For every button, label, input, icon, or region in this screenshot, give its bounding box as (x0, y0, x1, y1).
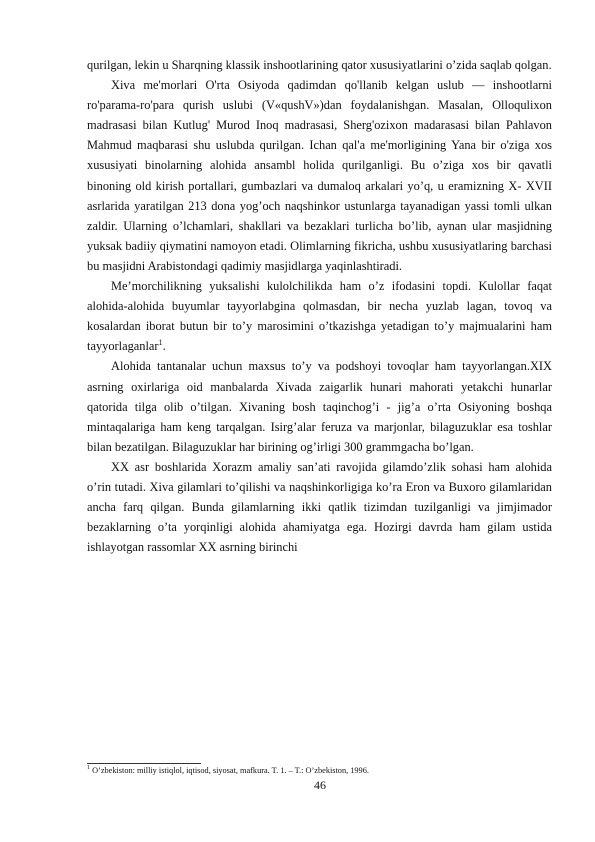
paragraph-5 (87, 457, 552, 557)
paragraph-3-text: Me’morchilikning yuksalishi kulolchilikda ham o’z ifodasini topdi. Kulollar faqat alohida-alohida buyumlar tayyorlabgina qolmasdan, bir necha yuzlab lagan, tovoq va kosalardan iborat butun bir to’y marosimini o’tkazishga yetadigan to’y majmualarini ham tayyorlaganlar (87, 279, 552, 354)
paragraph-1 (87, 55, 552, 75)
footnote-text: O’zbekiston: milliy istiqlol, iqtisod, siyosat, mafkura. T. 1. – T.: O’zbekiston, 1996. (90, 766, 369, 775)
footnote-reference[interactable]: 1 (158, 338, 163, 348)
footnote-mark: 1 (87, 765, 90, 772)
paragraph-4-text: Alohida tantanalar uchun maxsus to’y va podshoyi tovoqlar ham tayyorlangan.XIX asrning oxirlariga oid manbalarda Xivada zaigarlik hunari mahorati yetakchi hunarlar qatorida tilga olib o’tilgan. Xivaning bosh taqinchog’i - jig’a o’rta Osiyoning boshqa mintaqalariga ham keng tarqalgan. Isirg’alar feruza va marjonlar, bilaguzuklar esa toshlar bilan bezatilgan. Bilaguzuklar har birining og’irligi 300 grammgacha bo’lgan. (87, 359, 552, 454)
body-text (87, 55, 552, 557)
paragraph-2 (87, 75, 552, 276)
paragraph-3-tail: . (162, 339, 166, 354)
footnote-separator (87, 763, 201, 764)
paragraph-4 (87, 356, 552, 456)
page-number: 46 (314, 778, 326, 792)
paragraph-2-text: Xiva me'morlari O'rta Osiyoda qadimdan qo'llanib kelgan uslub — inshootlarni ro'parama-ro'para qurish uslubi (V«qushV»)dan foydalanishgan. Masalan, Olloqulixon madrasasi bilan Kutlug' Murod Inoq madrasasi, Sherg'ozixon madarasasi bilan Pahlavon Mahmud maqbarasi shu uslubda qurilgan. Ichan qal'a me'morligining Yana bir o'ziga xos xususiyati binolarning alohida ansambl holida qurilganligi. Bu o’ziga xos bir qavatli binoning old kirish portallari, gumbazlari va dumaloq arkalari yo’q, u eramizning X- XVII asrlarida yaratilgan 213 dona yog’och naqshinkor ustunlarga tayanadigan yassi tomli ulkan zaldir. Ularning o’lchamlari, shakllari va bezaklari turlicha bo’lib, aynan ular masjidning yuksak badiiy qiymatini namoyon etadi. Olimlarning fikricha, ushbu xususiyatlaring barchasi bu masjidni Arabistondagi qadimiy masjidlarga yaqinlashtiradi. (87, 78, 552, 273)
paragraph-1-text: qurilgan, lekin u Sharqning klassik inshootlarining qator xususiyatlarini o’zida saqlab qolgan. (87, 58, 552, 72)
paragraph-5-text: XX asr boshlarida Xorazm amaliy san’ati ravojida gilamdo’zlik sohasi ham alohida o’rin tutadi. Xiva gilamlari to’qilishi va naqshinkorligiga ko’ra Eron va Buxoro gilamlaridan ancha farq qilgan. Bunda gilamlarning ikki qatlik tizimdan tuzilganligi va jimjimador bezaklarning o’ta yorqinligi alohida ahamiyatga ega. Hozirgi davrda ham gilam ustida ishlayotgan rassomlar XX asrning birinchi (87, 459, 552, 555)
footnote (87, 766, 557, 776)
paragraph-3 (87, 276, 552, 356)
